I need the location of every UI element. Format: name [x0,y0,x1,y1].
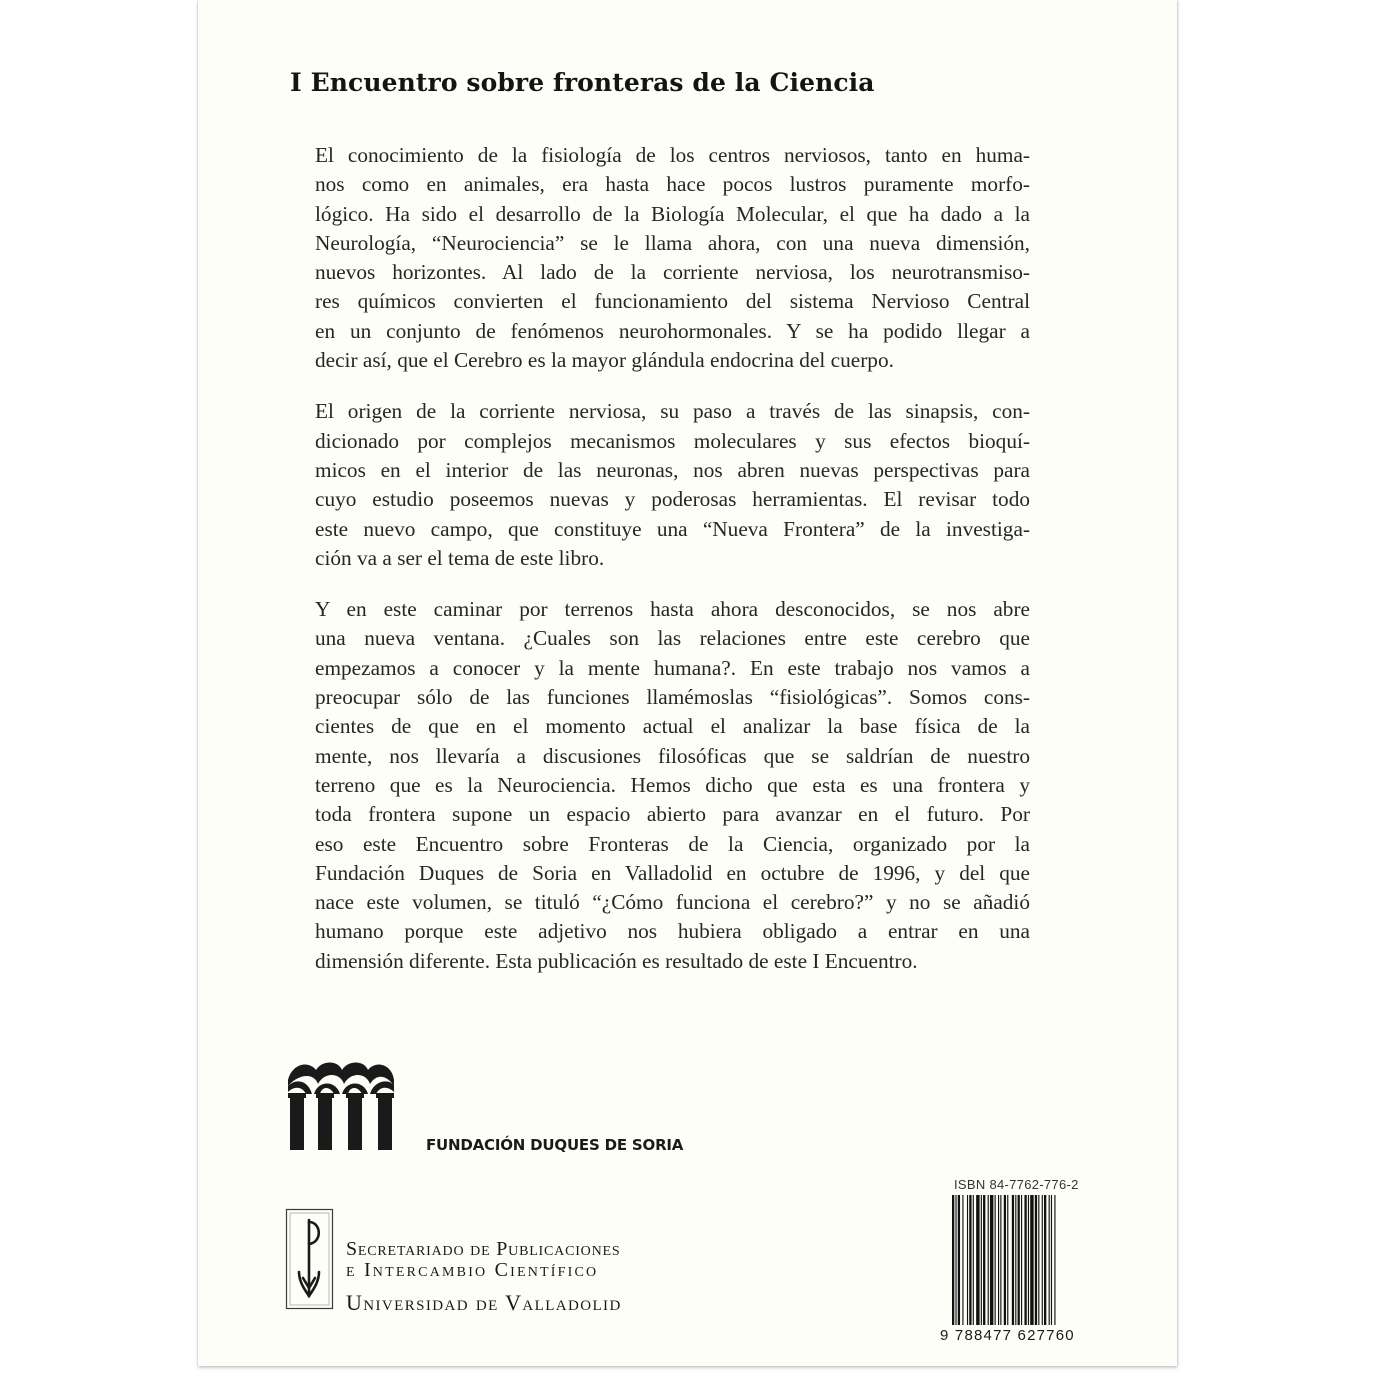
barcode-bar [1044,1195,1046,1325]
barcode-bar [1021,1195,1022,1325]
book-title: I Encuentro sobre fronteras de la Ciencia [290,68,875,97]
text-line: res químicos convierten el funcionamiento del sistema Nervioso Central [315,289,1030,314]
barcode-bar [1004,1195,1006,1325]
barcode-bar [1035,1195,1037,1325]
foundation-name: FUNDACIÓN DUQUES DE SORIA [426,1136,684,1154]
arches-logo-icon [286,1060,396,1152]
barcode-bar [1042,1195,1043,1325]
barcode-bar [988,1195,989,1325]
text-line: El conocimiento de la fisiología de los centros nerviosos, tanto en huma- [315,143,1030,167]
text-line: preocupar sólo de las funciones llamémoslas “fisiológicas”. Somos cons- [315,685,1030,710]
university-line-3: Universidad de Valladolid [346,1290,622,1315]
text-line: Fundación Duques de Soria en Valladolid en octubre de 1996, y del que [315,860,1030,885]
barcode-icon [950,1195,1096,1325]
text-line: este nuevo campo, que constituye una “Nueva Frontera” de la investiga- [315,516,1030,541]
barcode-bar [1030,1195,1033,1325]
barcode-bar [1049,1195,1050,1325]
text-line: nos como en animales, era hasta hace pocos lustros puramente morfo- [315,172,1030,197]
text-line: cientes de que en el momento actual el analizar la base física de la [315,714,1030,739]
text-line: en un conjunto de fenómenos neurohormonales. Y se ha podido llegar a [315,318,1030,343]
barcode-bar [1054,1195,1055,1325]
paragraph-1 [315,141,1030,375]
barcode-bar [1024,1195,1026,1325]
barcode-bar [1012,1195,1014,1325]
barcode-bar [1015,1195,1016,1325]
text-line: El origen de la corriente nerviosa, su paso a través de las sinapsis, con- [315,399,1030,424]
barcode-bar [1038,1195,1039,1325]
text-line: Y en este caminar por terrenos hasta ahora desconocidos, se nos abre [315,597,1030,622]
barcode-bar [983,1195,985,1325]
text-line: empezamos a conocer y la mente humana?. En este trabajo nos vamos a [315,655,1030,680]
text-line: cuyo estudio poseemos nuevas y poderosas herramientas. El revisar todo [315,487,1030,512]
barcode-bar [969,1195,971,1325]
barcode-bar [1028,1195,1029,1325]
barcode-bar [1000,1195,1001,1325]
text-line: decir así, que el Cerebro es la mayor glándula endocrina del cuerpo. [315,348,894,373]
barcode-bar [1051,1195,1052,1325]
text-line: lógico. Ha sido el desarrollo de la Biología Molecular, el que ha dado a la [315,201,1030,226]
barcode-bar [955,1195,956,1325]
text-line: nace este volumen, se tituló “¿Cómo funciona el cerebro?” y no se añadió [315,890,1030,915]
university-line-2: e Intercambio Científico [346,1259,599,1281]
text-line: mente, nos llevaría a discusiones filosóficas que se saldrían de nuestro [315,743,1030,768]
uva-emblem-icon [285,1208,334,1310]
barcode-bar [976,1195,979,1325]
book-back-cover [198,0,1177,1366]
text-line: una nueva ventana. ¿Cuales son las relaciones entre este cerebro que [315,626,1030,651]
synopsis [315,141,1030,998]
text-line: toda frontera supone un espacio abierto para avanzar en el futuro. Por [315,802,1030,827]
barcode-bar [952,1195,954,1325]
text-line: nuevos horizontes. Al lado de la corriente nerviosa, los neurotransmiso- [315,260,1030,285]
barcode-bar [995,1195,996,1325]
barcode-bar [962,1195,963,1325]
text-line: dimensión diferente. Esta publicación es resultado de este I Encuentro. [315,948,918,973]
text-line: micos en el interior de las neuronas, nos abren nuevas perspectivas para [315,457,1030,482]
barcode-bar [967,1195,968,1325]
barcode-bar [1018,1195,1020,1325]
text-line: eso este Encuentro sobre Fronteras de la Ciencia, organizado por la [315,831,1030,856]
barcode-bar [981,1195,982,1325]
university-line-1: Secretariado de Publicaciones [346,1238,621,1260]
barcode-bar [998,1195,999,1325]
paragraph-3 [315,595,1030,976]
text-line: humano porque este adjetivo nos hubiera obligado a entrar en una [315,919,1030,944]
barcode-bar [958,1195,960,1325]
text-line: terreno que es la Neurociencia. Hemos dicho que esta es una frontera y [315,772,1030,797]
barcode-digits: 9 788477 627760 [940,1327,1075,1344]
paragraph-2 [315,397,1030,573]
barcode-bar [1007,1195,1008,1325]
text-line: Neurología, “Neurociencia” se le llama ahora, con una nueva dimensión, [315,230,1030,255]
barcode-bar [973,1195,974,1325]
text-line: dicionado por complejos mecanismos moleculares y sus efectos bioquí- [315,428,1030,453]
text-line: ción va a ser el tema de este libro. [315,545,605,570]
barcode-bar [990,1195,993,1325]
isbn-label: ISBN 84-7762-776-2 [954,1177,1079,1192]
